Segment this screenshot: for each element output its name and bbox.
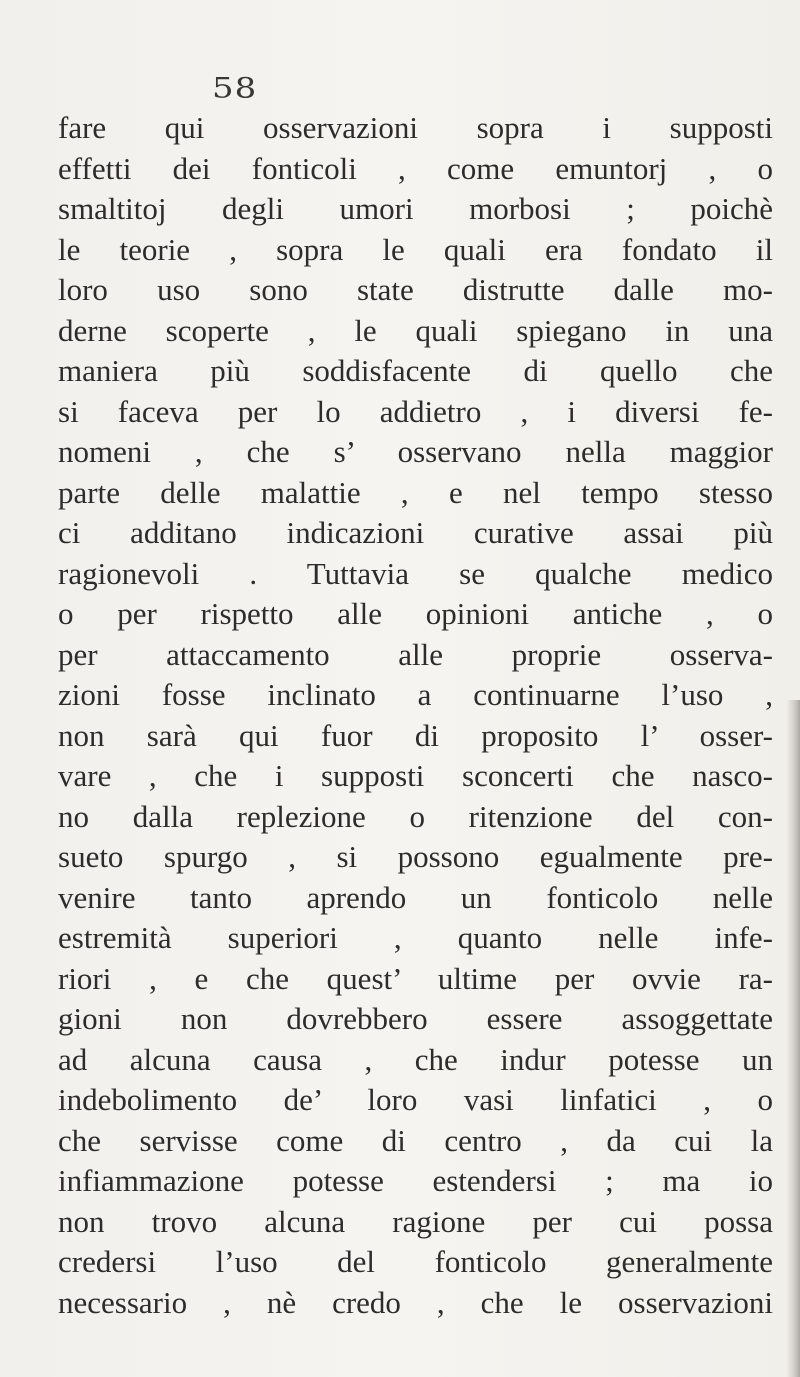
text-line: gioni non dovrebbero essere assoggettate: [58, 1001, 773, 1036]
page-edge-shadow: [786, 700, 800, 1377]
text-line: ragionevoli . Tuttavia se qualche medico: [58, 555, 773, 591]
text-line: credersi l’uso del fonticolo generalmente: [58, 1244, 773, 1279]
text-line: venire tanto aprendo un fonticolo nelle: [58, 879, 773, 915]
text-line: le teorie , sopra le quali era fondato il: [58, 231, 773, 267]
text-line: non sarà qui fuor di proposito l’ osser-: [58, 717, 773, 753]
text-line: si faceva per lo addietro , i diversi fe-: [58, 393, 773, 429]
text-line: loro uso sono state distrutte dalle mo-: [58, 272, 773, 307]
text-line: zioni fosse inclinato a continuarne l’uso ,: [58, 677, 773, 712]
text-line: necessario , nè credo , che le osservazioni: [58, 1284, 773, 1320]
text-line: effetti dei fonticoli , come emuntorj , o: [58, 150, 773, 186]
text-line: per attaccamento alle proprie osserva-: [58, 636, 773, 672]
text-line: estremità superiori , quanto nelle infe-: [58, 920, 773, 955]
text-line: sueto spurgo , si possono egualmente pre-: [58, 839, 773, 874]
text-line: che servisse come di centro , da cui la: [58, 1122, 773, 1158]
text-line: maniera più soddisfacente di quello che: [58, 353, 773, 388]
text-line: ad alcuna causa , che indur potesse un: [58, 1041, 773, 1077]
text-line: smaltitoj degli umori morbosi ; poichè: [58, 191, 773, 226]
body-text: [58, 108, 773, 1323]
page-number: 58: [212, 72, 258, 105]
text-line: indebolimento de’ loro vasi linfatici , o: [58, 1082, 773, 1117]
text-line: derne scoperte , le quali spiegano in una: [58, 312, 773, 348]
text-line: ci additano indicazioni curative assai più: [58, 515, 773, 550]
text-line: fare qui osservazioni sopra i supposti: [58, 110, 773, 145]
text-line: parte delle malattie , e nel tempo stesso: [58, 474, 773, 510]
text-line: o per rispetto alle opinioni antiche , o: [58, 596, 773, 631]
text-line: non trovo alcuna ragione per cui possa: [58, 1203, 773, 1239]
text-line: infiammazione potesse estendersi ; ma io: [58, 1163, 773, 1198]
text-line: vare , che i supposti sconcerti che nasco-: [58, 758, 773, 793]
text-line: no dalla replezione o ritenzione del con-: [58, 798, 773, 834]
text-line: riori , e che quest’ ultime per ovvie ra-: [58, 960, 773, 996]
text-line: nomeni , che s’ osservano nella maggior: [58, 434, 773, 469]
